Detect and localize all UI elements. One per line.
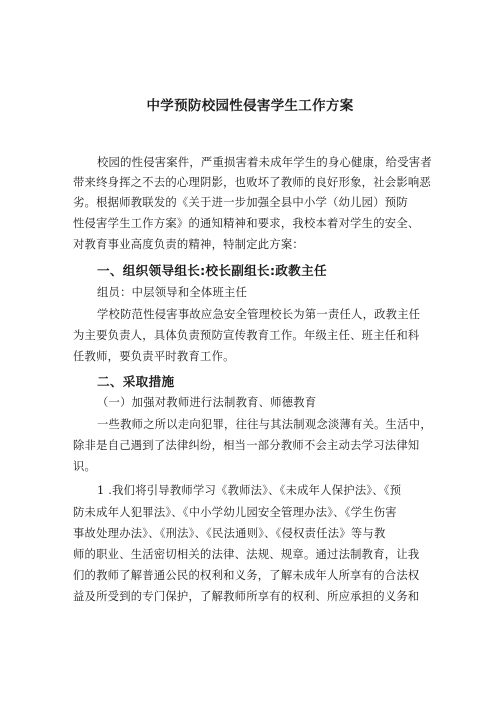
section-2-para2-line: 1 .我们将引导教师学习《教师法》、《未成年人保护法》、《预 bbox=[97, 484, 402, 497]
section-1-line: 任教师，要负责平时教育工作。 bbox=[73, 350, 235, 363]
intro-line: 对教育事业高度负责的精神，特制定此方案： bbox=[73, 238, 304, 251]
section-2-para2-line: 们的教师了解普通公民的权利和义务，了解未成年人所享有的合法权 bbox=[73, 569, 420, 582]
document-title: 中学预防校园性侵害学生工作方案 bbox=[146, 98, 354, 114]
section-2-para2-line: 事故处理办法》、《刑法》、《民法通则》、《侵权责任法》等与教 bbox=[73, 527, 386, 540]
section-1-heading: 一、组织领导组长:校长副组长:政教主任 bbox=[97, 263, 327, 278]
intro-line: 带来终身挥之不去的心理阴影，也败坏了教师的良好形象，社会影响恶 bbox=[73, 176, 431, 189]
section-1-members: 组员：中层领导和全体班主任 bbox=[97, 286, 248, 299]
section-2-para1-line: 一些教师之所以走向犯罪，往往与其法制观念淡薄有关。生活中， bbox=[97, 418, 432, 431]
section-1-line: 学校防范性侵害事故应急安全管理校长为第一责任人，政教主任 bbox=[97, 308, 421, 321]
intro-line: 校园的性侵害案件，严重损害着未成年学生的身心健康，给受害者 bbox=[97, 156, 432, 169]
intro-line: 劣。根据师教联发的《关于进一步加强全县中小学（幼儿园）预防 bbox=[73, 196, 408, 209]
section-2-para2-line: 防未成年人犯罪法》、《中小学幼儿园安全管理办法》、《学生伤害 bbox=[73, 506, 397, 519]
section-2-para1-line: 识。 bbox=[73, 460, 97, 473]
section-2-heading: 二、采取措施 bbox=[97, 374, 175, 389]
section-2-para2-line: 师的职业、生活密切相关的法律、法规、规章。通过法制教育，让我 bbox=[73, 548, 420, 561]
section-2-para1-line: 除非是自己遇到了法律纠纷，相当一部分教师不会主动去学习法律知 bbox=[73, 439, 420, 452]
section-2-para2-line: 益及所受到的专门保护，了解教师所享有的权利、所应承担的义务和 bbox=[73, 590, 420, 603]
section-2-subheading: （一）加强对教师进行法制教育、师德教育 bbox=[97, 396, 317, 409]
section-1-line: 为主要负责人，具体负责预防宣传教育工作。年级主任、班主任和科 bbox=[73, 329, 420, 342]
intro-line: 性侵害学生工作方案》的通知精神和要求，我校本着对学生的安全、 bbox=[73, 217, 420, 230]
